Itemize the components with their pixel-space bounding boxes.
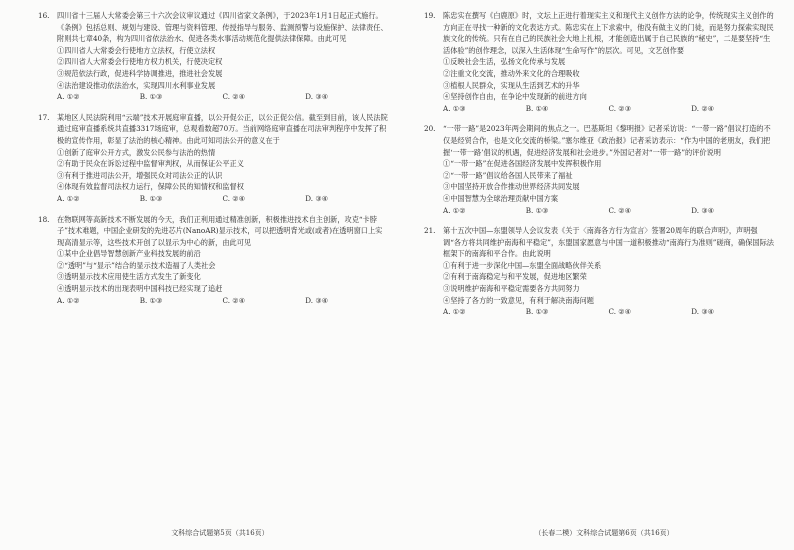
choice-item: ①四川省人大常委会行使地方立法权，行使立法权 [57,45,216,55]
option-b: B. ①③ [139,92,163,102]
question-number: 18. [38,214,50,224]
page-footer-left: 文科综合试题第5页（共16页） [171,529,269,537]
choice-item: ③说明维护南海和平稳定需要各方共同努力 [443,284,580,294]
question-19 [424,10,774,114]
question-stem: 陈忠实在撰写《白鹿原》时，文坛上正进行着现实主义和现代主义创作方法的论争，传统现实主义创作的方向正在寻找一种新的文化表达方式。陈忠实在上下求索中，他没有做主义的门徒，而是努力探索实现民族文化的传统。只有在自己的民族社会大地上扎根，才能创造出属于自己民族的“秘史”，二是要坚持“生活体验”的创作理念，以深入生活体现“生命写作”的层次。可见，文艺创作要 [443,11,774,55]
choice-item: ①反映社会生活，弘扬文化传承与发展 [443,57,566,67]
option-c: C. ②④ [222,193,246,203]
choice-item: ④法治建设推动依法治水，实现四川水利事业发展 [57,80,216,90]
question-number: 16. [38,11,50,20]
option-b: B. ①③ [525,307,549,317]
choice-item: ③规范依法行政，促进科学协调推进，推进社会发展 [57,68,223,78]
option-a: A. ①② [57,92,80,102]
question-stem: “一带一路”是2023年两会期间的焦点之一。巴基斯坦《黎明报》记者采访说：“一带一路”倡议打造的不仅是经贸合作，也是文化交流的桥梁。”塞尔维亚《政治报》记者采访表示：“作为中国的老朋友，我们把握‘一带一路’倡议的机遇，促进经济发展和社会进步。”外国记者对“一带一路”的评价说明 [443,124,771,157]
question-number: 20. [424,124,436,134]
option-d: D. ③④ [691,205,715,215]
answer-options [424,103,774,115]
option-a: A. ①② [443,307,466,317]
answer-options [38,295,388,307]
choice-item: ③透明显示技术应用使生活方式发生了新变化 [57,272,201,282]
choice-item: ①有利于进一步深化中国—东盟全面战略伙伴关系 [443,260,602,270]
question-number: 17. [38,112,50,122]
choice-item: ③中国坚持开放合作推动世界经济共同发展 [443,182,580,192]
answer-options [424,205,774,217]
choice-item: ②有助于民众在诉讼过程中监督审判权，从而保证公平正义 [57,159,244,169]
question-stem: 在物联网等高新技术不断发展的今天，我们正利用通过精准创新，积极推进技术自主创新，攻克“卡脖子”技术难题，中国企业研发的先进芯片(NanoAR)显示技术，可以把透明背光或(或者)在透明窗口上实现高清显示等，这些技术开创了以显示为中心的新，由此可见 [57,214,383,247]
option-d: D. ③④ [691,307,715,317]
question-18 [38,214,388,307]
answer-options [424,306,774,318]
question-20 [424,123,774,216]
choice-item: ③有利于推进司法公开，增强民众对司法公正的认识 [57,170,223,180]
option-b: B. ①④ [525,103,549,113]
choice-item: ②注重文化交流，推动外来文化的合理吸收 [443,68,580,78]
page-footer-right: （长春二模）文科综合试题第6页（共16页） [534,529,674,537]
option-a: A. ①③ [443,103,466,113]
choice-item: ②有利于南海稳定与和平发展，促进地区繁荣 [443,272,587,282]
option-d: D. ②④ [691,103,715,113]
option-c: C. ②④ [608,205,632,215]
option-b: B. ①③ [139,295,163,305]
option-c: C. ②④ [222,295,246,305]
question-number: 19. [424,11,436,20]
choice-item: ④坚持了各方的一致意见，有利于解决南海问题 [443,295,594,305]
answer-options [38,91,388,103]
option-c: C. ②④ [222,92,246,102]
question-stem: 某地区人民法院利用“云端”技术开展庭审直播，以公开促公正，以公正促公信。截至到目前，该人民法院通过庭审直播系统共直播3317场庭审，总观看数超70万。当前网络庭审直播在司法审判程序中发挥了积极的宣传作用，彰显了法治的核心精神。由此可知司法公开的意义在于 [57,112,388,145]
choice-item: ④体现有效监督司法权力运行，保障公民的知情权和监督权 [57,182,244,192]
option-a: A. ①② [443,205,466,215]
question-stem: 四川省十三届人大常委会第三十六次会议审议通过《四川省家文条例》，于2023年1月1日起正式施行。《条例》包括总则、规划与建设、管理与资料管理、传授指导与服务、监测预警与设施保护、法律责任、附则共七章40条，构为四川省依法治水、促进各类水事活动规范化提供法律保障。由此可见 [57,11,388,44]
choice-item: ③植根人民群众，实现从生活到艺术的升华 [443,80,580,90]
choice-item: ②“一带一路”倡议给各国人民带来了福祉 [443,170,573,180]
option-c: C. ②③ [608,103,632,113]
question-17 [38,112,388,205]
question-21 [424,225,774,318]
right-column [424,10,774,318]
choice-item: ④坚持创作自由，在争论中发现新的前进方向 [443,92,587,102]
option-c: C. ②④ [608,307,632,317]
option-d: D. ③④ [305,295,329,305]
question-stem: 第十五次中国—东盟领导人会议发表《关于〈南海各方行为宣言〉签署20周年的联合声明》，声明强调“各方将共同维护南海和平稳定”，东盟国家愿意与中国一道积极推动“南海行为准则”磋商，确保国际法框架下的南海和平合作。由此说明 [443,226,774,259]
choice-item: ①创新了庭审公开方式，激发公民参与法治的热情 [57,147,216,157]
option-a: A. ①② [57,193,80,203]
choice-item: ②“透明”与“显示”结合的显示技术造福了人类社会 [57,260,216,270]
choice-item: ①某中企业倡导智慧创新产业科技发展的前沿 [57,249,201,259]
option-d: D. ③④ [305,92,329,102]
choice-item: ①“一带一路”在促进各国经济发展中发挥积极作用 [443,159,602,169]
question-16 [38,10,388,103]
choice-item: ④中国智慧为全球治理贡献中国方案 [443,193,559,203]
answer-options [38,193,388,205]
option-a: A. ①② [57,295,80,305]
option-d: D. ③④ [305,193,329,203]
option-b: B. ①③ [525,205,549,215]
question-number: 21. [424,226,436,236]
option-b: B. ①③ [139,193,163,203]
choice-item: ②四川省人大常委会行使地方权力机关，行使决定权 [57,57,223,67]
choice-item: ④透明显示技术的出现表明中国科技已经实现了追赶 [57,284,223,294]
left-column [38,10,388,306]
